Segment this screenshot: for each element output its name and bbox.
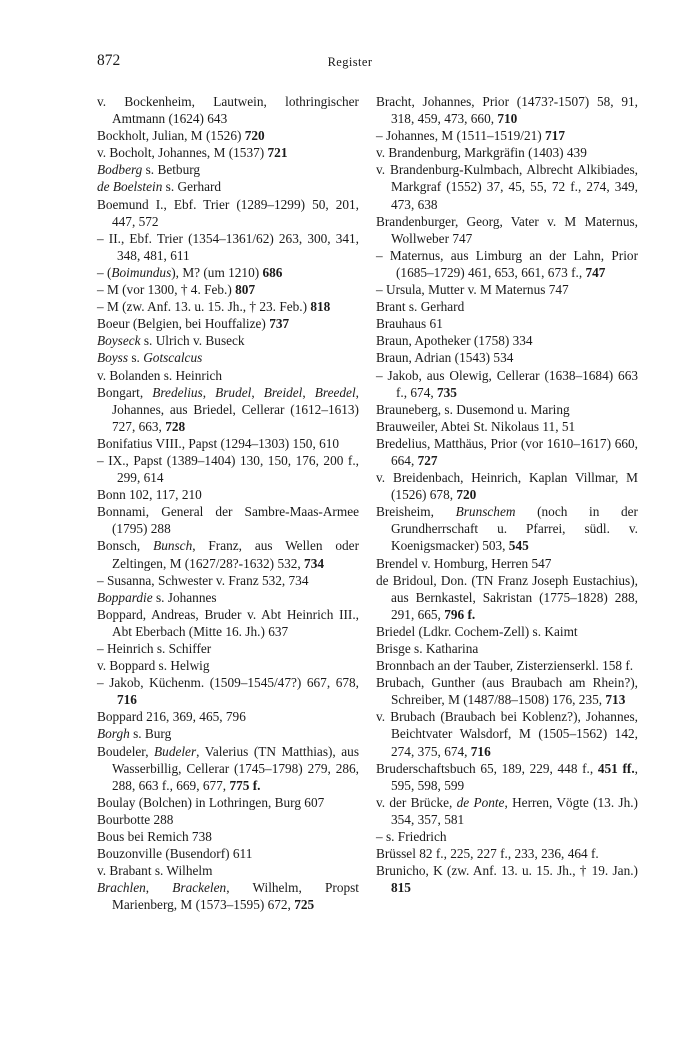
index-entry: Bruderschaftsbuch 65, 189, 229, 448 f., 451 ff., 595, 598, 599 bbox=[376, 760, 638, 793]
index-entry: Bonnami, General der Sambre-Maas-Armee (1795) 288 bbox=[97, 504, 359, 537]
index-entry: – Jakob, aus Olewig, Cellerar (1638–1684) 663 f., 674, 735 bbox=[376, 367, 638, 400]
index-entry: – Susanna, Schwester v. Franz 532, 734 bbox=[97, 572, 309, 588]
index-entry: v. Brandenburg, Markgräfin (1403) 439 bbox=[376, 145, 587, 161]
index-entry: Braun, Apotheker (1758) 334 bbox=[376, 333, 533, 349]
index-entry: – M (vor 1300, † 4. Feb.) 807 bbox=[97, 282, 256, 298]
index-entry: Boppardie s. Johannes bbox=[97, 589, 217, 605]
index-entry: Braun, Adrian (1543) 534 bbox=[376, 350, 514, 366]
index-entry: Bonifatius VIII., Papst (1294–1303) 150, 610 bbox=[97, 435, 340, 451]
index-entry: Bonsch, Bunsch, Franz, aus Wellen oder Zeltingen, M (1627/28?-1632) 532, 734 bbox=[97, 538, 359, 571]
page-header bbox=[0, 52, 700, 74]
index-entry: Bous bei Remich 738 bbox=[97, 829, 212, 845]
index-entry: Bongart, Bredelius, Brudel, Breidel, Breedel, Johannes, aus Briedel, Cellerar (1612–1613) 727, 663, 728 bbox=[97, 384, 359, 434]
index-entry: v. Bolanden s. Heinrich bbox=[97, 367, 223, 383]
index-entry: – Maternus, aus Limburg an der Lahn, Prior (1685–1729) 461, 653, 661, 673 f., 747 bbox=[376, 247, 638, 280]
index-entry: – M (zw. Anf. 13. u. 15. Jh., † 23. Feb.) 818 bbox=[97, 299, 331, 315]
index-entry: – II., Ebf. Trier (1354–1361/62) 263, 300, 341, 348, 481, 611 bbox=[97, 230, 359, 263]
index-entry: v. Bockenheim, Lautwein, lothringischer Amtmann (1624) 643 bbox=[97, 94, 359, 127]
index-entry: – s. Friedrich bbox=[376, 829, 447, 845]
index-entry: Brubach, Gunther (aus Braubach am Rhein?), Schreiber, M (1487/88–1508) 176, 235, 713 bbox=[376, 675, 638, 708]
index-entry: Bronnbach an der Tauber, Zisterzienserkl. 158 f. bbox=[376, 658, 634, 674]
index-entry: Boppard 216, 369, 465, 796 bbox=[97, 709, 246, 725]
index-entry: Briedel (Ldkr. Cochem-Zell) s. Kaimt bbox=[376, 623, 578, 639]
index-entry: – Ursula, Mutter v. M Maternus 747 bbox=[376, 282, 569, 298]
index-entry: Bodberg s. Betburg bbox=[97, 162, 201, 178]
index-entry: – (Boimundus), M? (um 1210) 686 bbox=[97, 264, 283, 280]
index-entry: v. Breidenbach, Heinrich, Kaplan Villmar, M (1526) 678, 720 bbox=[376, 470, 638, 503]
index-entry: v. der Brücke, de Ponte, Herren, Vögte (13. Jh.) 354, 357, 581 bbox=[376, 794, 638, 827]
index-entry: Boyss s. Gotscalcus bbox=[97, 350, 203, 366]
index-entry: Bockholt, Julian, M (1526) 720 bbox=[97, 128, 265, 144]
index-entry: Boyseck s. Ulrich v. Buseck bbox=[97, 333, 245, 349]
index-entry: Brendel v. Homburg, Herren 547 bbox=[376, 555, 552, 571]
index-entry: Brant s. Gerhard bbox=[376, 299, 465, 315]
page-number: 872 bbox=[97, 52, 121, 69]
index-column-left bbox=[97, 93, 359, 914]
index-entry: Boemund I., Ebf. Trier (1289–1299) 50, 201, 447, 572 bbox=[97, 196, 359, 229]
index-entry: – Jakob, Küchenm. (1509–1545/47?) 667, 678, 716 bbox=[97, 675, 359, 708]
index-entry: Brauweiler, Abtei St. Nikolaus 11, 51 bbox=[376, 418, 576, 434]
index-entry: Boudeler, Budeler, Valerius (TN Matthias), aus Wasserbillig, Cellerar (1745–1798) 279, 286, 288, 663 f., 669, 677, 775 f. bbox=[97, 743, 359, 793]
index-entry: v. Bocholt, Johannes, M (1537) 721 bbox=[97, 145, 288, 161]
index-entry: Boulay (Bolchen) in Lothringen, Burg 607 bbox=[97, 794, 325, 810]
index-entry: Brauneberg, s. Dusemond u. Maring bbox=[376, 401, 570, 417]
index-entry: – Heinrich s. Schiffer bbox=[97, 641, 212, 656]
index-entry: de Bridoul, Don. (TN Franz Joseph Eustachius), aus Bernkastel, Sakristan (1775–1828) 288, 291, 665, 796 f. bbox=[376, 572, 638, 622]
index-entry: Boeur (Belgien, bei Houffalize) 737 bbox=[97, 316, 290, 332]
index-entry: Bourbotte 288 bbox=[97, 811, 174, 827]
index-entry: – IX., Papst (1389–1404) 130, 150, 176, 200 f., 299, 614 bbox=[97, 452, 359, 486]
index-entry: – Johannes, M (1511–1519/21) 717 bbox=[376, 128, 565, 144]
index-entry: v. Brandenburg-Kulmbach, Albrecht Alkibiades, Markgraf (1552) 37, 45, 55, 72 f., 274, 349, 473, 638 bbox=[376, 162, 638, 212]
index-entry: Bracht, Johannes, Prior (1473?-1507) 58, 91, 318, 459, 473, 660, 710 bbox=[376, 94, 638, 127]
running-title: Register bbox=[327, 55, 373, 69]
index-entry: Brachlen, Brackelen, Wilhelm, Propst Marienberg, M (1573–1595) 672, 725 bbox=[97, 880, 359, 913]
index-entry: Breisheim, Brunschem (noch in der Grundherrschaft u. Pfarrei, südl. v. Koenigsmacker) 503, 545 bbox=[376, 504, 638, 554]
index-entry: Bredelius, Matthäus, Prior (vor 1610–1617) 660, 664, 727 bbox=[376, 435, 638, 468]
index-entry: Brandenburger, Georg, Vater v. M Maternus, Wollweber 747 bbox=[376, 213, 638, 246]
index-entry: v. Boppard s. Helwig bbox=[97, 658, 210, 674]
index-entry: Brisge s. Katharina bbox=[376, 641, 479, 656]
index-entry: v. Brabant s. Wilhelm bbox=[97, 863, 213, 879]
index-entry: Boppard, Andreas, Bruder v. Abt Heinrich III., Abt Eberbach (Mitte 16. Jh.) 637 bbox=[97, 606, 359, 639]
index-entry: Bonn 102, 117, 210 bbox=[97, 487, 202, 503]
index-entry: v. Brubach (Braubach bei Koblenz?), Johannes, Beichtvater Walsdorf, M (1505–1562) 142, 274, 375, 674, 716 bbox=[376, 709, 638, 759]
index-entry: Bouzonville (Busendorf) 611 bbox=[97, 846, 253, 862]
index-entry: Brauhaus 61 bbox=[376, 316, 443, 332]
index-column-right bbox=[376, 93, 638, 896]
index-entry: Brüssel 82 f., 225, 227 f., 233, 236, 464 f. bbox=[376, 846, 599, 862]
index-entry: Borgh s. Burg bbox=[97, 726, 172, 742]
index-entry: de Boelstein s. Gerhard bbox=[97, 179, 222, 195]
index-entry: Brunicho, K (zw. Anf. 13. u. 15. Jh., † 19. Jan.) 815 bbox=[376, 863, 638, 896]
